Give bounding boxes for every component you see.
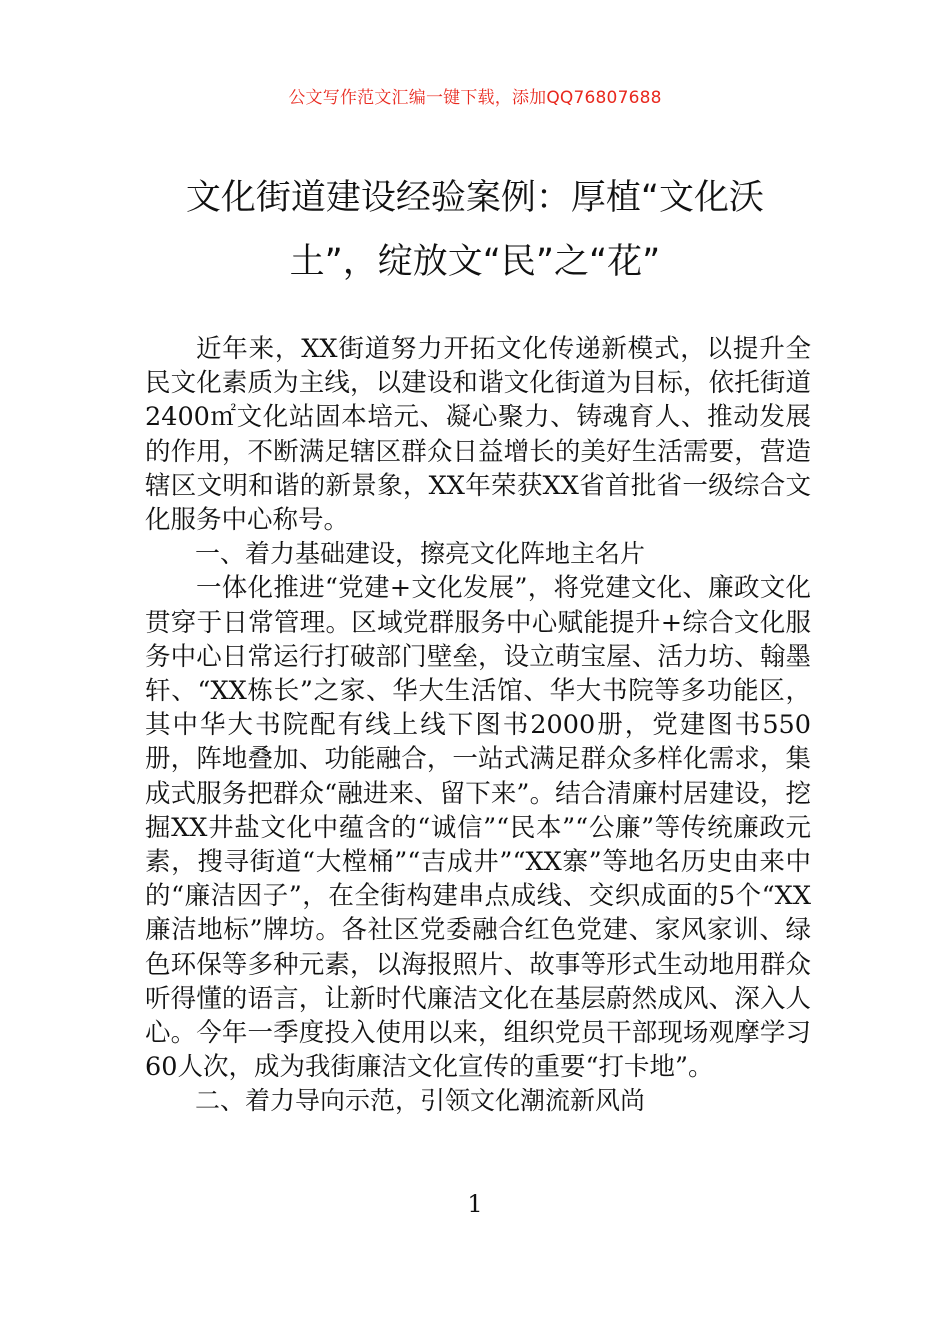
document-title <box>140 166 810 294</box>
document-body <box>145 332 811 1119</box>
title-line-1: 文化街道建设经验案例：厚植“文化沃 <box>185 178 765 218</box>
paragraph-intro: 近年来，XX街道努力开拓文化传递新模式，以提升全民文化素质为主线，以建设和谐文化街道为目标，依托街道2400㎡文化站固本培元、凝心聚力、铸魂育人、推动发展的作用，不断满足辖区群众日益增长的美好生活需要，营造辖区文明和谐的新景象，XX年荣获XX省首批省一级综合文化服务中心称号。 <box>145 334 811 536</box>
section-heading-1: 一、着力基础建设，擦亮文化阵地主名片 <box>195 539 646 569</box>
watermark-text: 公文写作范文汇编一键下载，添加QQ76807688 <box>288 88 662 108</box>
title-line-2: 土”，绽放文“民”之“花” <box>289 242 661 282</box>
paragraph-section-1: 一体化推进“党建+文化发展”，将党建文化、廉政文化贯穿于日常管理。区域党群服务中心赋能提升+综合文化服务中心日常运行打破部门壁垒，设立萌宝屋、活力坊、翰墨轩、“XX栋长”之家、华大生活馆、华大书院等多功能区，其中华大书院配有线上线下图书2000册，党建图书550册，阵地叠加、功能融合，一站式满足群众多样化需求，集成式服务把群众“融进来、留下来”。结合清廉村居建设，挖掘XX井盐文化中蕴含的“诚信”“民本”“公廉”等传统廉政元素，搜寻街道“大樘桶”“吉成井”“XX寨”等地名历史由来中的“廉洁因子”，在全街构建串点成线、交织成面的5个“XX廉洁地标”牌坊。各社区党委融合红色党建、家风家训、绿色环保等多种元素，以海报照片、故事等形式生动地用群众听得懂的语言，让新时代廉洁文化在基层蔚然成风、深入人心。今年一季度投入使用以来，组织党员干部现场观摩学习60人次，成为我街廉洁文化宣传的重要“打卡地”。 <box>145 573 811 1083</box>
page-number: 1 <box>467 1190 483 1218</box>
section-heading-2: 二、着力导向示范，引领文化潮流新风尚 <box>195 1086 646 1116</box>
